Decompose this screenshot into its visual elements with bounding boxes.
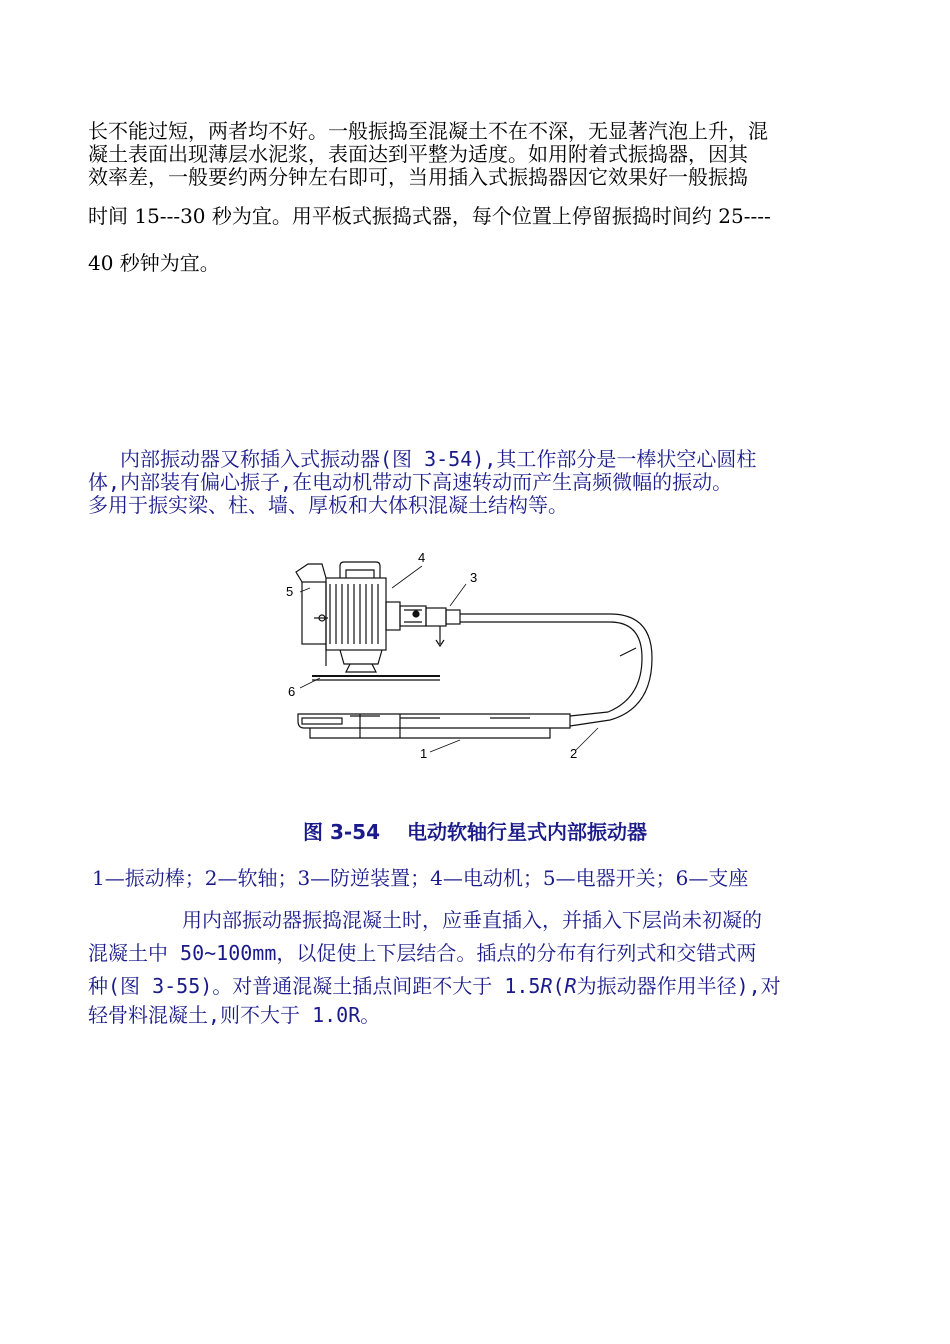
- text-segment: (: [552, 974, 565, 998]
- text-segment: 为振动器作用半径),对: [576, 974, 781, 998]
- vibrating-rod: [298, 714, 570, 738]
- text-line: [88, 970, 863, 1003]
- leader-lines: [300, 566, 598, 752]
- figure-caption: 图 3-54 电动软轴行星式内部振动器: [303, 820, 647, 844]
- paragraph-internal-vibrator: [88, 448, 863, 517]
- text-line: 长不能过短，两者均不好。一般振捣至混凝土不在不深，无显著汽泡上升，混: [88, 119, 768, 143]
- figure-label-2: 2: [570, 746, 578, 761]
- vibrator-figure: [280, 548, 660, 768]
- figure-label-4: 4: [418, 550, 426, 565]
- figure-label-6: 6: [288, 684, 296, 699]
- figure-label-1: 1: [420, 746, 428, 761]
- text-line: 用内部振动器振捣混凝土时，应垂直插入，并插入下层尚未初凝的: [182, 908, 762, 932]
- text-line: 轻骨料混凝土,则不大于 1.0R。: [88, 1003, 381, 1027]
- text-line: 凝土表面出现薄层水泥浆，表面达到平整为适度。如用附着式振捣器，因其: [88, 142, 748, 166]
- text-line: 效率差，一般要约两分钟左右即可，当用插入式振捣器因它效果好一般振捣: [88, 165, 748, 189]
- text-line: 体,内部装有偏心振子,在电动机带动下高速转动而产生高频微幅的振动。: [88, 470, 733, 494]
- figure-legend: 1—振动棒；2—软轴；3—防逆装置；4—电动机；5—电器开关；6—支座: [92, 866, 749, 890]
- motor: [296, 562, 386, 650]
- text-line: 40 秒钟为宜。: [88, 251, 220, 275]
- text-line: 多用于振实梁、柱、墙、厚板和大体积混凝土结构等。: [88, 493, 568, 517]
- text-segment: 种(图 3-55)。对普通混凝土插点间距不大于 1.5: [88, 974, 541, 998]
- anti-reverse-device: [386, 602, 460, 646]
- figure-label-5: 5: [286, 584, 294, 599]
- text-line: 内部振动器又称插入式振动器(图 3-54),其工作部分是一棒状空心圆柱: [120, 447, 757, 471]
- radius-symbol: R: [564, 974, 577, 998]
- flexible-shaft: [460, 614, 652, 726]
- paragraph-insertion-method: [88, 904, 863, 1027]
- text-line: 混凝土中 50~100mm，以促使上下层结合。插点的分布有行列式和交错式两: [88, 941, 757, 965]
- text-line: 时间 15---30 秒为宜。用平板式振捣式器，每个位置上停留振捣时间约 25----: [88, 204, 771, 228]
- paragraph-vibration-time: [88, 120, 863, 275]
- figure-label-3: 3: [470, 570, 478, 585]
- radius-symbol: R: [540, 974, 553, 998]
